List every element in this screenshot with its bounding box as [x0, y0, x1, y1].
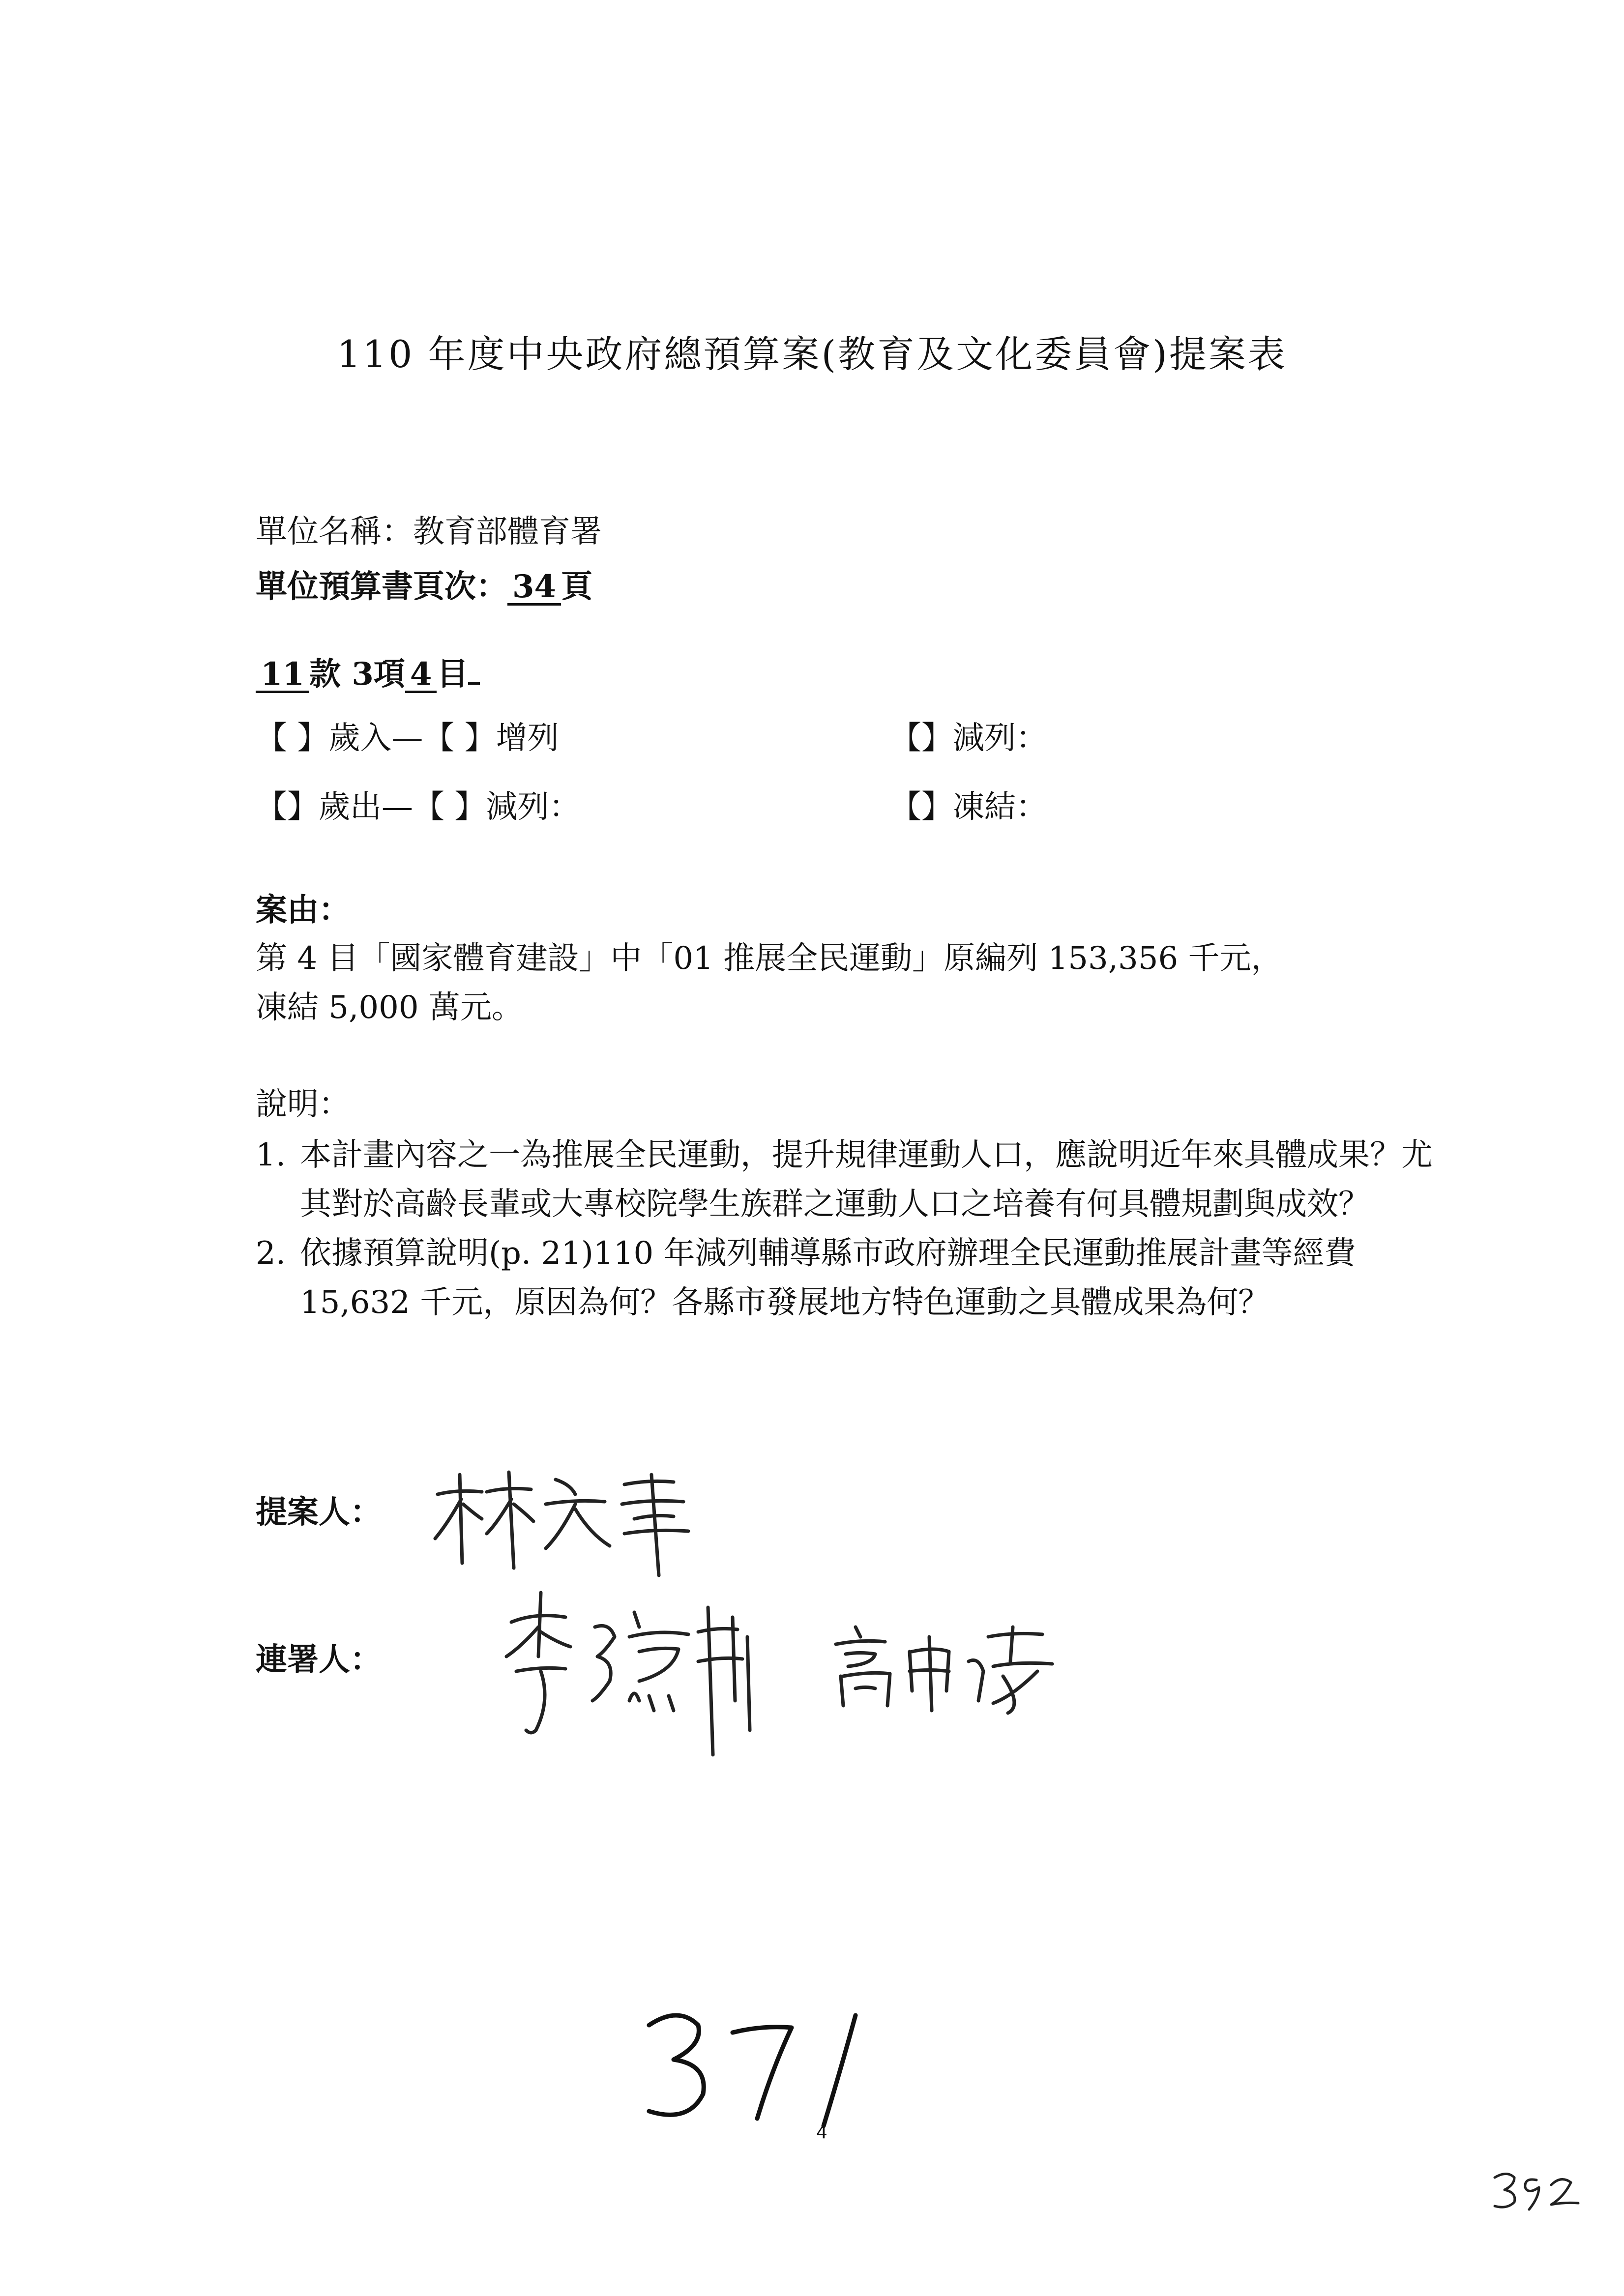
option-freeze: 【】凍結： — [890, 789, 1047, 825]
unit-name-line — [256, 516, 602, 548]
unit-page-label: 單位預算書頁次： — [256, 568, 507, 605]
mu-label: 目 — [437, 656, 469, 693]
proposer-signature — [428, 1465, 703, 1578]
cosigner-signature-1 — [492, 1583, 767, 1765]
corner-number — [1490, 2168, 1583, 2212]
explanation-label: 說明： — [256, 1086, 350, 1123]
page-number: 4 — [816, 2122, 827, 2143]
proposer-label: 提案人： — [256, 1494, 382, 1531]
unit-name-label: 單位名稱： — [256, 514, 413, 550]
reason-label: 案由： — [256, 892, 350, 929]
mu-blank — [468, 654, 480, 685]
cosigner-label: 連署人： — [256, 1641, 382, 1678]
explanation-item-2-text: 依據預算說明(p. 21)110 年減列輔導縣市政府辦理全民運動推展計畫等經費 15,632 千元，原因為何？各縣市發展地方特色運動之具體成果為何？ — [300, 1235, 1356, 1321]
explanation-list — [256, 1131, 1446, 1327]
kuan-value: 11 — [256, 658, 309, 693]
mu-value: 4 — [405, 658, 437, 693]
options-row-1 — [256, 720, 559, 756]
cosigner-signature-2 — [826, 1617, 1072, 1715]
kuan-label: 款 — [309, 656, 341, 693]
reason-line-2: 凍結 5,000 萬元。 — [256, 989, 523, 1026]
option-revenue: 【 】歲入—【 】增列 — [256, 720, 559, 756]
budget-item-line — [256, 654, 480, 693]
page-title: 110 年度中央政府總預算案(教育及文化委員會)提案表 — [337, 332, 1287, 376]
explanation-item-1 — [256, 1131, 1446, 1229]
options-row-2 — [256, 791, 580, 823]
unit-page-line — [256, 570, 592, 606]
reason-text — [256, 934, 1283, 1032]
unit-page-suffix: 頁 — [561, 568, 593, 605]
explanation-item-1-num: 1. — [256, 1137, 286, 1173]
explanation-item-1-text: 本計畫內容之一為推展全民運動，提升規律運動人口，應說明近年來具體成果？尤其對於高齡長輩或大專校院學生族群之運動人口之培養有何具體規劃與成效？ — [300, 1137, 1433, 1222]
explanation-item-2 — [256, 1229, 1446, 1327]
option-reduce: 【】減列： — [890, 720, 1047, 756]
xiang-label: 項 — [373, 656, 405, 693]
xiang-value: 3 — [352, 656, 374, 693]
unit-page-value: 34 — [507, 570, 561, 606]
explanation-item-2-num: 2. — [256, 1235, 286, 1272]
option-expenditure: 【】歲出—【 】減列： — [256, 789, 581, 825]
handwritten-number — [634, 2005, 890, 2128]
unit-name-value: 教育部體育署 — [413, 514, 602, 550]
reason-line-1: 第 4 目「國家體育建設」中「01 推展全民運動」原編列 153,356 千元， — [256, 940, 1283, 977]
